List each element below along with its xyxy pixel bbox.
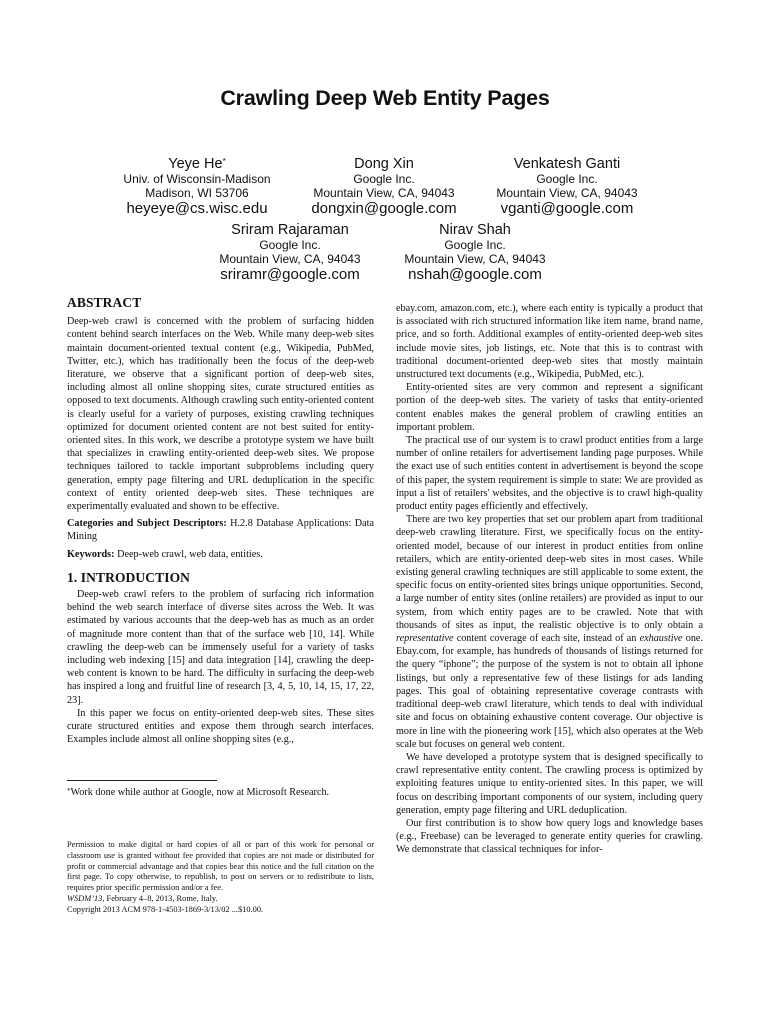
author-name: Sriram Rajaraman — [231, 222, 349, 238]
author-email: nshah@google.com — [408, 266, 542, 283]
author-block-3 — [447, 155, 687, 217]
abstract-heading: ABSTRACT — [67, 295, 142, 310]
intro-paragraph: Our first contribution is to show how query logs and knowledge bases (e.g., Freebase) can be leveraged to generate entity queries for crawling. We demonstrate that classical techniques for infor- — [396, 817, 703, 856]
author-affiliation: Google Inc. — [536, 172, 598, 186]
abstract-text: Deep-web crawl is concerned with the problem of surfacing hidden content behind search interfaces on the Web. While many deep-web sites maintain document-oriented textual content (e.g., Wikipedia, PubMed, Twitter, etc.), which has traditionally been the focus of the deep-web literature, we observe that a significant portion of deep-web sites, including almost all online shopping sites, curate structured entities as opposed to text documents. Although crawling such entity-oriented content is clearly useful for a variety of purposes, existing crawling techniques optimized for document oriented content are not best suited for entity-oriented sites. In this work, we describe a prototype system we have built that specializes in crawling entity-oriented deep-web sites. We propose techniques tailored to tackle important subproblems including query generation, empty page filtering and URL deduplication in the specific context of entity oriented deep-web sites. These techniques are experimentally evaluated and shown to be effective. — [67, 316, 374, 513]
intro-text-run: There are two key properties that set our problem apart from traditional deep-web crawling literature. First, we specifically focus on the entity-oriented model, because of our interest in product entities from online retailers, which are entity-oriented deep-web sites in most cases. While existing general crawling techniques are still applicable to some extent, the specific focus on entity-oriented sites brings unique opportunities. Second, a large number of entity sites (online retailers) are provided as input to our system, from which entity pages are to be crawled. Note that with thousands of sites as input, the realistic objective is to only obtain a — [396, 514, 703, 631]
author-affiliation: Univ. of Wisconsin-Madison — [123, 172, 271, 186]
intro-paragraph: Deep-web crawl refers to the problem of surfacing rich information behind the web search interface of diverse sites across the Web. It was estimated by various accounts that the deep-web has as much as an order of magnitude more content than that of the surface web [10, 14]. While crawling the deep-web can be immensely useful for a variety of tasks including web indexing [15] and data integration [14], crawling the deep-web content is known to be hard. The difficulty in surfacing the deep-web has inspired a long and fruitful line of research [3, 4, 5, 10, 14, 15, 17, 22, 23]. — [67, 589, 374, 706]
intro-paragraph — [396, 513, 703, 751]
author-name: Venkatesh Ganti — [513, 156, 621, 172]
author-email: dongxin@google.com — [311, 200, 457, 217]
keywords-label: Keywords: — [67, 548, 115, 560]
venue-name: WSDM’13, — [67, 893, 105, 903]
author-name: Nirav Shah — [439, 222, 511, 238]
author-affiliation: Google Inc. — [444, 238, 506, 252]
permission-block — [67, 840, 374, 916]
author-location: Mountain View, CA, 94043 — [313, 185, 455, 200]
keywords-text: Deep-web crawl, web data, entities. — [114, 548, 263, 560]
introduction-heading: 1. INTRODUCTION — [67, 569, 191, 585]
left-column — [67, 296, 374, 747]
author-location: Mountain View, CA, 94043 — [404, 251, 546, 266]
intro-text-run: one. Ebay.com, for example, has hundreds of thousands of listings returned for the query “iphone”; the purpose of the system is not to obtain all iphone listings, but only a representative few of these listings for ads landing pages. This goal of obtaining representative coverage contrasts with traditional deep-web crawl literature, which tends to deal with individual site and focus on obtaining exhaustive content coverage. Our objective is more in line with the pioneering work [15], which also operates at the Web scale but focuses on general web content. — [396, 633, 703, 750]
author-email: vganti@google.com — [500, 200, 634, 217]
intro-paragraph: ebay.com, amazon.com, etc.), where each entity is typically a product that is associated with rich structured information like item name, brand name, price, and so forth. Additional examples of entity-oriented deep-web sites include movie sites, job listings, etc. Note that this is to contrast with traditional document-oriented deep-web sites that mostly maintain unstructured text documents (e.g., Wikipedia, PubMed, etc.). — [396, 303, 703, 381]
copyright-line: Copyright 2013 ACM 978-1-4503-1869-3/13/02 ...$10.00. — [67, 904, 264, 914]
categories-text: H.2.8 Database Applications: Data Mining — [67, 518, 375, 543]
author-affiliation: Google Inc. — [259, 238, 321, 252]
footnote-mark: * — [222, 157, 226, 166]
venue-line — [67, 894, 374, 905]
intro-paragraph: In this paper we focus on entity-oriented deep-web sites. These sites curate structured entities and expose them through search interfaces. Examples include almost all online shopping sites (e.g., — [67, 707, 374, 746]
author-name: Dong Xin — [354, 156, 414, 172]
venue-details: February 4–8, 2013, Rome, Italy. — [104, 893, 218, 903]
intro-paragraph: We have developed a prototype system that is designed specifically to crawl representative entity content. The crawling process is optimized by exploiting features unique to entity-oriented sites. In this paper, we will focus on describing important components of our system, including query generation, empty page filtering and URL deduplication. — [396, 751, 703, 816]
author-location: Mountain View, CA, 94043 — [219, 251, 361, 266]
keywords-line — [67, 548, 374, 561]
author-email: heyeye@cs.wisc.edu — [126, 200, 268, 217]
categories-line — [67, 517, 374, 543]
footnote-mark: * — [67, 787, 71, 795]
footnote-text: Work done while author at Google, now at Microsoft Research. — [70, 787, 330, 798]
intro-text-run: content coverage of each site, instead of an — [453, 633, 640, 645]
author-email: sriramr@google.com — [220, 266, 360, 283]
footnote-divider — [67, 780, 217, 781]
intro-paragraph: The practical use of our system is to crawl product entities from a large number of online retailers for advertisement landing page purposes. While the exact use of such entities content in advertisement is beyond the scope of this paper, the system requirement is simple to state: We are provided as input a list of retailers' websites, and the objective is to crawl high-quality product entity pages efficiently and effectively. — [396, 435, 703, 513]
author-affiliation: Google Inc. — [353, 172, 415, 186]
intro-paragraph: Entity-oriented sites are very common and represent a significant portion of the deep-web sites. The variety of tasks that entity-oriented content enables makes the general problem of crawling entities an important problem. — [396, 382, 703, 433]
author-location: Madison, WI 53706 — [145, 185, 249, 200]
right-column — [396, 302, 703, 857]
author-block-5 — [355, 221, 595, 283]
author-name: Yeye He — [168, 156, 223, 172]
emphasis-representative: representative — [396, 633, 454, 645]
footnote — [67, 786, 374, 799]
emphasis-exhaustive: exhaustive — [639, 633, 683, 645]
categories-label: Categories and Subject Descriptors: — [67, 518, 227, 530]
permission-text: Permission to make digital or hard copies of all or part of this work for personal or classroom use is granted without fee provided that copies are not made or distributed for profit or commercial advantage and that copies bear this notice and the full citation on the first page. To copy otherwise, to republish, to post on servers or to redistribute to lists, requires prior specific permission and/or a fee. — [67, 840, 374, 893]
paper-title: Crawling Deep Web Entity Pages — [220, 86, 550, 110]
author-location: Mountain View, CA, 94043 — [496, 185, 638, 200]
